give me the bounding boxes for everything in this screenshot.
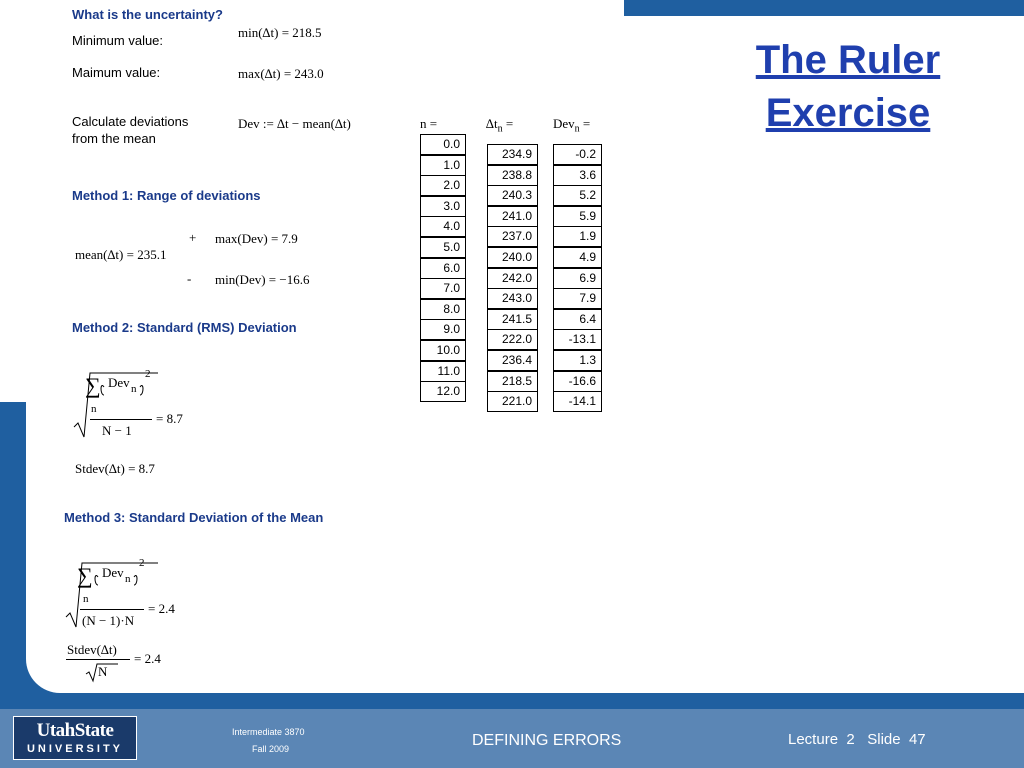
minus-sign: - <box>187 271 192 286</box>
method2-header: Method 2: Standard (RMS) Deviation <box>72 320 297 335</box>
dt-value-cell: 234.9 <box>487 144 538 165</box>
dt-value-cell: 243.0 <box>487 288 538 309</box>
dev-value-cell: 6.9 <box>553 268 602 289</box>
n-value-cell: 2.0 <box>420 175 466 196</box>
n-column-header: n = <box>420 116 438 131</box>
sdm-simple-formula: Stdev(∆t) N = 2.4 <box>66 640 186 685</box>
n-value-cell: 4.0 <box>420 216 466 237</box>
course-label: Intermediate 3870 <box>232 727 305 737</box>
dt-value-cell: 241.0 <box>487 206 538 227</box>
dt-value-cell: 218.5 <box>487 371 538 392</box>
n-value-cell: 3.0 <box>420 196 466 217</box>
sdm-formula: ∑ Dev n 2 n (N − 1)·N = 2.4 <box>62 555 222 630</box>
dt-value-cell: 242.0 <box>487 268 538 289</box>
topic-label: DEFINING ERRORS <box>472 732 622 749</box>
dt-value-cell: 241.5 <box>487 309 538 330</box>
dt-value-cell: 221.0 <box>487 391 538 412</box>
max-deviation-expression: max(Dev) = 7.9 <box>215 231 298 246</box>
dt-value-cell: 238.8 <box>487 165 538 186</box>
deviation-label-line2: from the mean <box>72 131 156 146</box>
deviation-definition: Dev := ∆t − mean(∆t) <box>238 116 351 131</box>
plus-sign: + <box>189 230 197 245</box>
min-expression: min(∆t) = 218.5 <box>238 25 322 40</box>
uncertainty-header: What is the uncertainty? <box>72 7 223 22</box>
dev-value-cell: 1.3 <box>553 350 602 371</box>
dev-value-cell: -14.1 <box>553 391 602 412</box>
method1-header: Method 1: Range of deviations <box>72 188 261 203</box>
dev-value-cell: 4.9 <box>553 247 602 268</box>
slide-title: The Ruler Exercise <box>755 38 941 135</box>
dev-value-cell: 3.6 <box>553 165 602 186</box>
mean-expression: mean(∆t) = 235.1 <box>75 247 167 262</box>
deviation-label-line1: Calculate deviations <box>72 114 189 129</box>
dev-value-cell: 5.9 <box>553 206 602 227</box>
dev-value-cell: -13.1 <box>553 329 602 350</box>
dev-value-cell: 1.9 <box>553 226 602 247</box>
top-accent-band <box>624 0 1024 16</box>
dt-value-cell: 236.4 <box>487 350 538 371</box>
n-value-cell: 9.0 <box>420 319 466 340</box>
dev-value-cell: -16.6 <box>553 371 602 392</box>
dev-value-cell: 6.4 <box>553 309 602 330</box>
method3-header: Method 3: Standard Deviation of the Mean <box>64 510 324 525</box>
dev-value-cell: -0.2 <box>553 144 602 165</box>
dt-value-cell: 240.3 <box>487 185 538 206</box>
lecture-slide-label: Lecture 2 Slide 47 <box>788 731 926 748</box>
max-expression: max(∆t) = 243.0 <box>238 66 324 81</box>
n-value-cell: 12.0 <box>420 381 466 402</box>
rms-formula: ∑ Dev n 2 n N − 1 = 8.7 <box>70 365 220 440</box>
dt-value-cell: 222.0 <box>487 329 538 350</box>
n-value-cell: 7.0 <box>420 278 466 299</box>
stdev-expression: Stdev(∆t) = 8.7 <box>75 461 155 476</box>
dt-column-header: $\Delta t_n$ = <box>486 116 514 135</box>
dev-value-cell: 7.9 <box>553 288 602 309</box>
max-label: Maimum value: <box>72 65 161 80</box>
min-deviation-expression: min(Dev) = −16.6 <box>215 272 310 287</box>
term-label: Fall 2009 <box>252 744 290 754</box>
dev-column-header: Dev$_n$ = <box>553 116 591 135</box>
n-value-cell: 10.0 <box>420 340 466 361</box>
bottom-accent-band <box>0 693 1024 709</box>
n-value-cell: 8.0 <box>420 299 466 320</box>
min-label: Minimum value: <box>72 33 164 48</box>
dt-value-cell: 240.0 <box>487 247 538 268</box>
n-value-cell: 1.0 <box>420 155 466 176</box>
dt-value-cell: 237.0 <box>487 226 538 247</box>
n-value-cell: 5.0 <box>420 237 466 258</box>
dev-value-cell: 5.2 <box>553 185 602 206</box>
usu-logo: UtahState UNIVERSITY <box>13 716 137 760</box>
n-value-cell: 6.0 <box>420 258 466 279</box>
n-value-cell: 0.0 <box>420 134 466 155</box>
n-value-cell: 11.0 <box>420 361 466 382</box>
